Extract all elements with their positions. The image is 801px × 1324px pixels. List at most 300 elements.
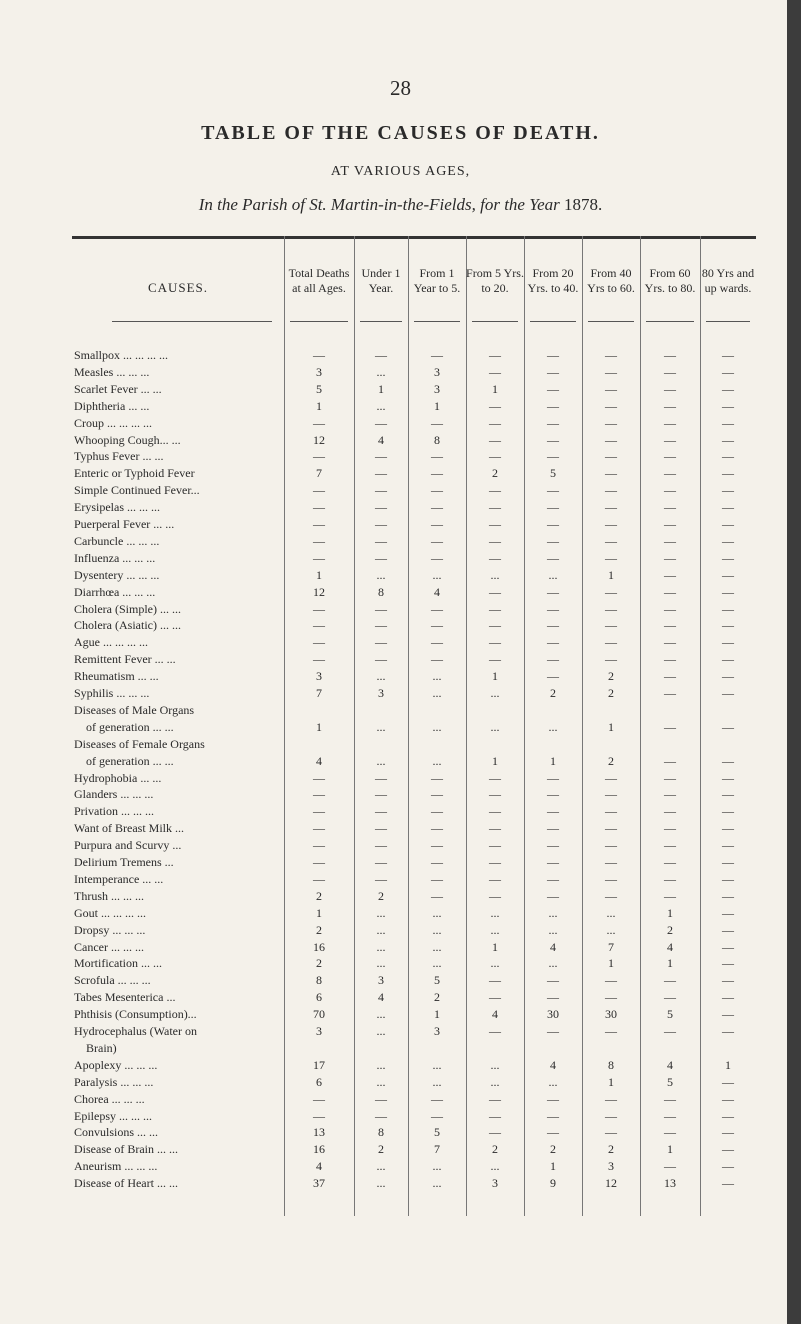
cell-value: — — [547, 415, 559, 430]
cause-label: Puerperal Fever ... ... — [74, 517, 175, 531]
cell-value: 2 — [667, 922, 673, 937]
cause-label: Smallpox ... ... ... ... — [74, 348, 169, 362]
cell-value: 1 — [608, 567, 614, 582]
cell-value: — — [313, 517, 325, 531]
cell-value: — — [547, 584, 559, 599]
cell-value: ... — [376, 1057, 386, 1072]
column-header: Total Deaths at all Ages. — [288, 266, 350, 295]
cell-value: ... — [490, 567, 500, 582]
cell-value: — — [722, 432, 734, 447]
cell-value: — — [313, 855, 325, 869]
cell-value: — — [605, 770, 617, 785]
table-row — [72, 838, 756, 855]
cell-value: — — [722, 567, 734, 582]
table-row — [72, 872, 756, 889]
cell-value: ... — [548, 956, 558, 971]
causes-of-death-table — [72, 236, 756, 1216]
cell-value: — — [375, 533, 387, 548]
cell-value: 1 — [608, 1074, 614, 1089]
cell-value: — — [722, 871, 734, 886]
cell-value: — — [375, 449, 387, 464]
cause-label: Simple Continued Fever... — [74, 483, 200, 498]
cell-value: 16 — [313, 939, 325, 954]
table-row — [72, 990, 756, 1007]
cell-value: 3 — [434, 381, 440, 396]
cell-value: — — [547, 990, 559, 1005]
cause-label: Croup ... ... ... ... — [74, 415, 152, 430]
cell-value: 1 — [492, 939, 498, 954]
cause-label: Aneurism ... ... ... — [74, 1159, 158, 1174]
table-row — [72, 399, 756, 416]
table-row — [72, 754, 756, 771]
cell-value: ... — [548, 567, 558, 582]
cell-value: — — [664, 618, 676, 633]
cell-value: — — [605, 855, 617, 869]
cell-value: — — [664, 483, 676, 498]
cell-value: — — [489, 601, 501, 616]
cell-value: — — [664, 888, 676, 903]
cell-value: ... — [432, 753, 442, 768]
cell-value: — — [722, 601, 734, 616]
cell-value: 1 — [608, 719, 614, 734]
cell-value: — — [664, 1125, 676, 1140]
cell-value: — — [722, 533, 734, 548]
cause-label: Glanders ... ... ... — [74, 787, 154, 802]
cell-value: — — [722, 1074, 734, 1089]
cell-value: — — [547, 1024, 559, 1038]
cell-value: ... — [490, 686, 500, 700]
cell-value: — — [722, 922, 734, 937]
cell-value: ... — [376, 1024, 386, 1038]
cause-label: Diarrhœa ... ... ... — [74, 584, 156, 599]
cell-value: — — [664, 838, 676, 853]
cause-label: Whooping Cough... ... — [74, 432, 181, 447]
cell-value: — — [547, 1091, 559, 1106]
table-row — [72, 1109, 756, 1126]
cell-value: 7 — [608, 939, 614, 954]
cell-value: — — [489, 652, 501, 667]
cell-value: 30 — [547, 1007, 559, 1022]
cell-value: — — [722, 686, 734, 700]
cell-value: 2 — [434, 990, 440, 1005]
cell-value: — — [722, 364, 734, 379]
cell-value: 7 — [316, 466, 322, 481]
cell-value: — — [664, 449, 676, 464]
cause-label: Brain) — [74, 1040, 117, 1055]
cell-value: — — [375, 517, 387, 531]
cell-value: 1 — [725, 1057, 731, 1072]
cell-value: 2 — [316, 956, 322, 971]
cell-value: — — [664, 567, 676, 582]
cell-value: ... — [432, 1159, 442, 1174]
table-row — [72, 1041, 756, 1058]
cell-value: — — [722, 669, 734, 684]
cell-value: ... — [432, 686, 442, 700]
cell-value: — — [375, 804, 387, 819]
cell-value: — — [547, 821, 559, 836]
cell-value: — — [605, 1091, 617, 1106]
cell-value: 4 — [434, 584, 440, 599]
cell-value: — — [605, 364, 617, 379]
cell-value: ... — [376, 567, 386, 582]
cell-value: — — [664, 1159, 676, 1174]
cell-value: — — [313, 550, 325, 565]
cell-value: — — [664, 550, 676, 565]
cell-value: — — [375, 855, 387, 869]
cell-value: ... — [432, 905, 442, 920]
cell-value: — — [722, 618, 734, 633]
cell-value: — — [605, 381, 617, 396]
cell-value: ... — [490, 1159, 500, 1174]
cell-value: — — [722, 652, 734, 667]
table-row — [72, 500, 756, 517]
table-row — [72, 1024, 756, 1041]
cell-value: — — [722, 855, 734, 869]
column-header: 80 Yrs and up wards. — [701, 266, 755, 295]
cause-label: Paralysis ... ... ... — [74, 1074, 154, 1089]
cell-value: 2 — [492, 1142, 498, 1157]
column-header: From 20 Yrs. to 40. — [527, 266, 579, 295]
cell-value: — — [489, 483, 501, 498]
cell-value: — — [722, 770, 734, 785]
cell-value: — — [722, 550, 734, 565]
table-row — [72, 1176, 756, 1193]
cell-value: 3 — [434, 364, 440, 379]
cause-label: Gout ... ... ... ... — [74, 905, 146, 920]
cell-value: — — [375, 871, 387, 886]
cell-value: — — [431, 1108, 443, 1123]
table-row — [72, 1075, 756, 1092]
cell-value: ... — [548, 922, 558, 937]
cell-value: 4 — [378, 990, 384, 1005]
cell-value: — — [664, 753, 676, 768]
cell-value: 7 — [316, 686, 322, 700]
cell-value: — — [375, 483, 387, 498]
cell-value: ... — [432, 1057, 442, 1072]
causes-column-header: CAUSES. — [147, 280, 209, 295]
cell-value: — — [313, 601, 325, 616]
cell-value: 4 — [316, 1159, 322, 1174]
cell-value: 4 — [378, 432, 384, 447]
cell-value: — — [722, 1108, 734, 1123]
cell-value: ... — [432, 939, 442, 954]
cell-value: — — [547, 770, 559, 785]
table-row — [72, 348, 756, 365]
page-number: 28 — [390, 76, 411, 100]
cell-value: — — [489, 770, 501, 785]
cell-value: ... — [432, 567, 442, 582]
cell-value: 5 — [667, 1007, 673, 1022]
cell-value: ... — [548, 905, 558, 920]
header-rule — [706, 321, 750, 322]
table-row — [72, 416, 756, 433]
table-row — [72, 940, 756, 957]
cell-value: ... — [490, 956, 500, 971]
cause-label: Delirium Tremens ... — [74, 855, 174, 869]
cell-value: 6 — [316, 1074, 322, 1089]
cell-value: — — [431, 466, 443, 481]
cell-value: — — [489, 1125, 501, 1140]
cause-label: Dropsy ... ... ... — [74, 922, 146, 937]
table-row — [72, 771, 756, 788]
cell-value: — — [664, 415, 676, 430]
cell-value: — — [547, 550, 559, 565]
cell-value: — — [375, 838, 387, 853]
cell-value: — — [547, 449, 559, 464]
cause-label: of generation ... ... — [74, 719, 174, 734]
cell-value: — — [431, 449, 443, 464]
cause-label: Tabes Mesenterica ... — [74, 990, 176, 1005]
cause-label: Ague ... ... ... ... — [74, 635, 148, 650]
table-top-rule — [72, 236, 756, 239]
header-rule — [112, 321, 272, 322]
cause-label: Epilepsy ... ... ... — [74, 1108, 152, 1123]
cell-value: — — [547, 517, 559, 531]
cell-value: — — [431, 871, 443, 886]
table-row — [72, 618, 756, 635]
header-rule — [530, 321, 576, 322]
cell-value: — — [547, 398, 559, 413]
cell-value: — — [489, 449, 501, 464]
table-row — [72, 568, 756, 585]
cell-value: — — [605, 1125, 617, 1140]
cell-value: ... — [548, 719, 558, 734]
table-row — [72, 1142, 756, 1159]
cell-value: — — [375, 550, 387, 565]
cell-value: — — [605, 652, 617, 667]
page-subtitle: AT VARIOUS AGES, — [330, 164, 471, 179]
header-rule — [588, 321, 634, 322]
cell-value: ... — [432, 669, 442, 684]
cause-label: Chorea ... ... ... — [74, 1091, 145, 1106]
cell-value: — — [313, 787, 325, 802]
cell-value: — — [664, 719, 676, 734]
cell-value: — — [664, 348, 676, 362]
cell-value: — — [547, 635, 559, 650]
cell-value: — — [722, 804, 734, 819]
cell-value: — — [605, 618, 617, 633]
cell-value: — — [313, 821, 325, 836]
cell-value: — — [375, 770, 387, 785]
table-row — [72, 449, 756, 466]
cell-value: ... — [490, 905, 500, 920]
cell-value: — — [664, 821, 676, 836]
cell-value: — — [313, 618, 325, 633]
cell-value: — — [722, 821, 734, 836]
cause-label: Remittent Fever ... ... — [74, 652, 176, 667]
cell-value: — — [489, 364, 501, 379]
table-row — [72, 787, 756, 804]
cell-value: 1 — [667, 1142, 673, 1157]
table-row — [72, 466, 756, 483]
cell-value: 4 — [550, 1057, 556, 1072]
cell-value: 2 — [608, 686, 614, 700]
table-row — [72, 1058, 756, 1075]
cell-value: — — [722, 517, 734, 531]
table-row — [72, 956, 756, 973]
cell-value: — — [664, 1108, 676, 1123]
cell-value: — — [722, 500, 734, 515]
cell-value: — — [547, 533, 559, 548]
cell-value: — — [431, 770, 443, 785]
cell-value: — — [489, 973, 501, 988]
cell-value: — — [547, 888, 559, 903]
cell-value: — — [375, 635, 387, 650]
cell-value: ... — [376, 939, 386, 954]
cell-value: 3 — [316, 1024, 322, 1038]
cell-value: — — [489, 415, 501, 430]
cell-value: — — [489, 888, 501, 903]
table-row — [72, 703, 756, 720]
cell-value: — — [722, 483, 734, 498]
cell-value: — — [313, 770, 325, 785]
cell-value: — — [605, 483, 617, 498]
cause-label: Measles ... ... ... — [74, 364, 150, 379]
cell-value: — — [722, 1142, 734, 1157]
cell-value: 70 — [313, 1007, 325, 1022]
cell-value: — — [431, 855, 443, 869]
cell-value: — — [431, 804, 443, 819]
table-row — [72, 923, 756, 940]
cell-value: 4 — [492, 1007, 498, 1022]
cell-value: — — [375, 787, 387, 802]
cell-value: — — [547, 855, 559, 869]
cell-value: 3 — [608, 1159, 614, 1174]
cell-value: — — [431, 415, 443, 430]
table-row — [72, 804, 756, 821]
table-row — [72, 855, 756, 872]
cell-value: — — [375, 652, 387, 667]
table-row — [72, 382, 756, 399]
cell-value: — — [489, 821, 501, 836]
cause-label: Apoplexy ... ... ... — [74, 1057, 158, 1072]
cell-value: — — [313, 1108, 325, 1123]
cause-label: Dysentery ... ... ... — [74, 567, 160, 582]
table-row — [72, 889, 756, 906]
cell-value: — — [664, 466, 676, 481]
cell-value: ... — [376, 922, 386, 937]
table-row — [72, 1125, 756, 1142]
cause-label: Syphilis ... ... ... — [74, 686, 150, 700]
cell-value: 8 — [378, 584, 384, 599]
cell-value: 1 — [492, 753, 498, 768]
cell-value: — — [431, 517, 443, 531]
cell-value: 5 — [434, 1125, 440, 1140]
cell-value: — — [664, 584, 676, 599]
cell-value: — — [313, 652, 325, 667]
cell-value: 1 — [608, 956, 614, 971]
cell-value: 8 — [608, 1057, 614, 1072]
cause-label: Diseases of Female Organs — [74, 736, 205, 751]
cell-value: — — [722, 905, 734, 920]
cell-value: — — [313, 804, 325, 819]
cell-value: — — [722, 415, 734, 430]
cell-value: — — [313, 483, 325, 498]
cell-value: 4 — [316, 753, 322, 768]
cause-label: Rheumatism ... ... — [74, 669, 159, 684]
cell-value: — — [547, 787, 559, 802]
cell-value: ... — [376, 1007, 386, 1022]
cell-value: 1 — [434, 398, 440, 413]
cell-value: — — [547, 669, 559, 684]
cell-value: 4 — [667, 1057, 673, 1072]
table-row — [72, 602, 756, 619]
cell-value: 8 — [378, 1125, 384, 1140]
cause-label: Intemperance ... ... — [74, 871, 164, 886]
cell-value: — — [431, 550, 443, 565]
cell-value: — — [489, 398, 501, 413]
table-row — [72, 1092, 756, 1109]
cell-value: — — [313, 1091, 325, 1106]
cell-value: — — [722, 787, 734, 802]
cell-value: — — [664, 432, 676, 447]
cause-label: Want of Breast Milk ... — [74, 821, 185, 836]
cell-value: — — [431, 601, 443, 616]
table-row — [72, 365, 756, 382]
table-row — [72, 534, 756, 551]
cell-value: — — [431, 348, 443, 362]
cell-value: — — [375, 821, 387, 836]
cell-value: — — [313, 871, 325, 886]
header-rule — [414, 321, 460, 322]
cell-value: — — [664, 364, 676, 379]
cell-value: — — [547, 1108, 559, 1123]
parish-text: In the Parish of St. Martin-in-the-Fields, for the Year — [198, 195, 560, 214]
cause-label: Scarlet Fever ... ... — [74, 381, 162, 396]
cell-value: — — [664, 601, 676, 616]
cell-value: 5 — [550, 466, 556, 481]
cell-value: 30 — [605, 1007, 617, 1022]
cell-value: — — [605, 838, 617, 853]
cell-value: — — [489, 584, 501, 599]
cell-value: 8 — [316, 973, 322, 988]
cell-value: 8 — [434, 432, 440, 447]
cell-value: — — [313, 635, 325, 650]
cell-value: 5 — [316, 381, 322, 396]
cell-value: 5 — [434, 973, 440, 988]
cell-value: — — [722, 719, 734, 734]
cell-value: — — [489, 804, 501, 819]
cell-value: — — [489, 1024, 501, 1038]
cell-value: — — [431, 1091, 443, 1106]
cell-value: 2 — [550, 1142, 556, 1157]
cell-value: — — [722, 398, 734, 413]
cell-value: — — [489, 550, 501, 565]
cell-value: — — [722, 956, 734, 971]
cell-value: 1 — [316, 567, 322, 582]
cell-value: — — [605, 533, 617, 548]
cell-value: — — [605, 584, 617, 599]
cell-value: — — [375, 500, 387, 515]
cell-value: ... — [606, 905, 616, 920]
cell-value: — — [605, 466, 617, 481]
cell-value: — — [375, 466, 387, 481]
cell-value: 12 — [313, 432, 325, 447]
cause-label: Cholera (Simple) ... ... — [74, 601, 181, 616]
cause-label: Erysipelas ... ... ... — [74, 500, 160, 515]
cell-value: — — [375, 415, 387, 430]
cell-value: 12 — [313, 584, 325, 599]
cell-value: — — [722, 381, 734, 396]
cell-value: — — [431, 888, 443, 903]
cell-value: — — [431, 533, 443, 548]
cell-value: — — [664, 973, 676, 988]
cell-value: — — [605, 550, 617, 565]
cell-value: — — [547, 381, 559, 396]
table-row — [72, 1159, 756, 1176]
table-row — [72, 686, 756, 703]
cause-label: Phthisis (Consumption)... — [74, 1007, 197, 1022]
